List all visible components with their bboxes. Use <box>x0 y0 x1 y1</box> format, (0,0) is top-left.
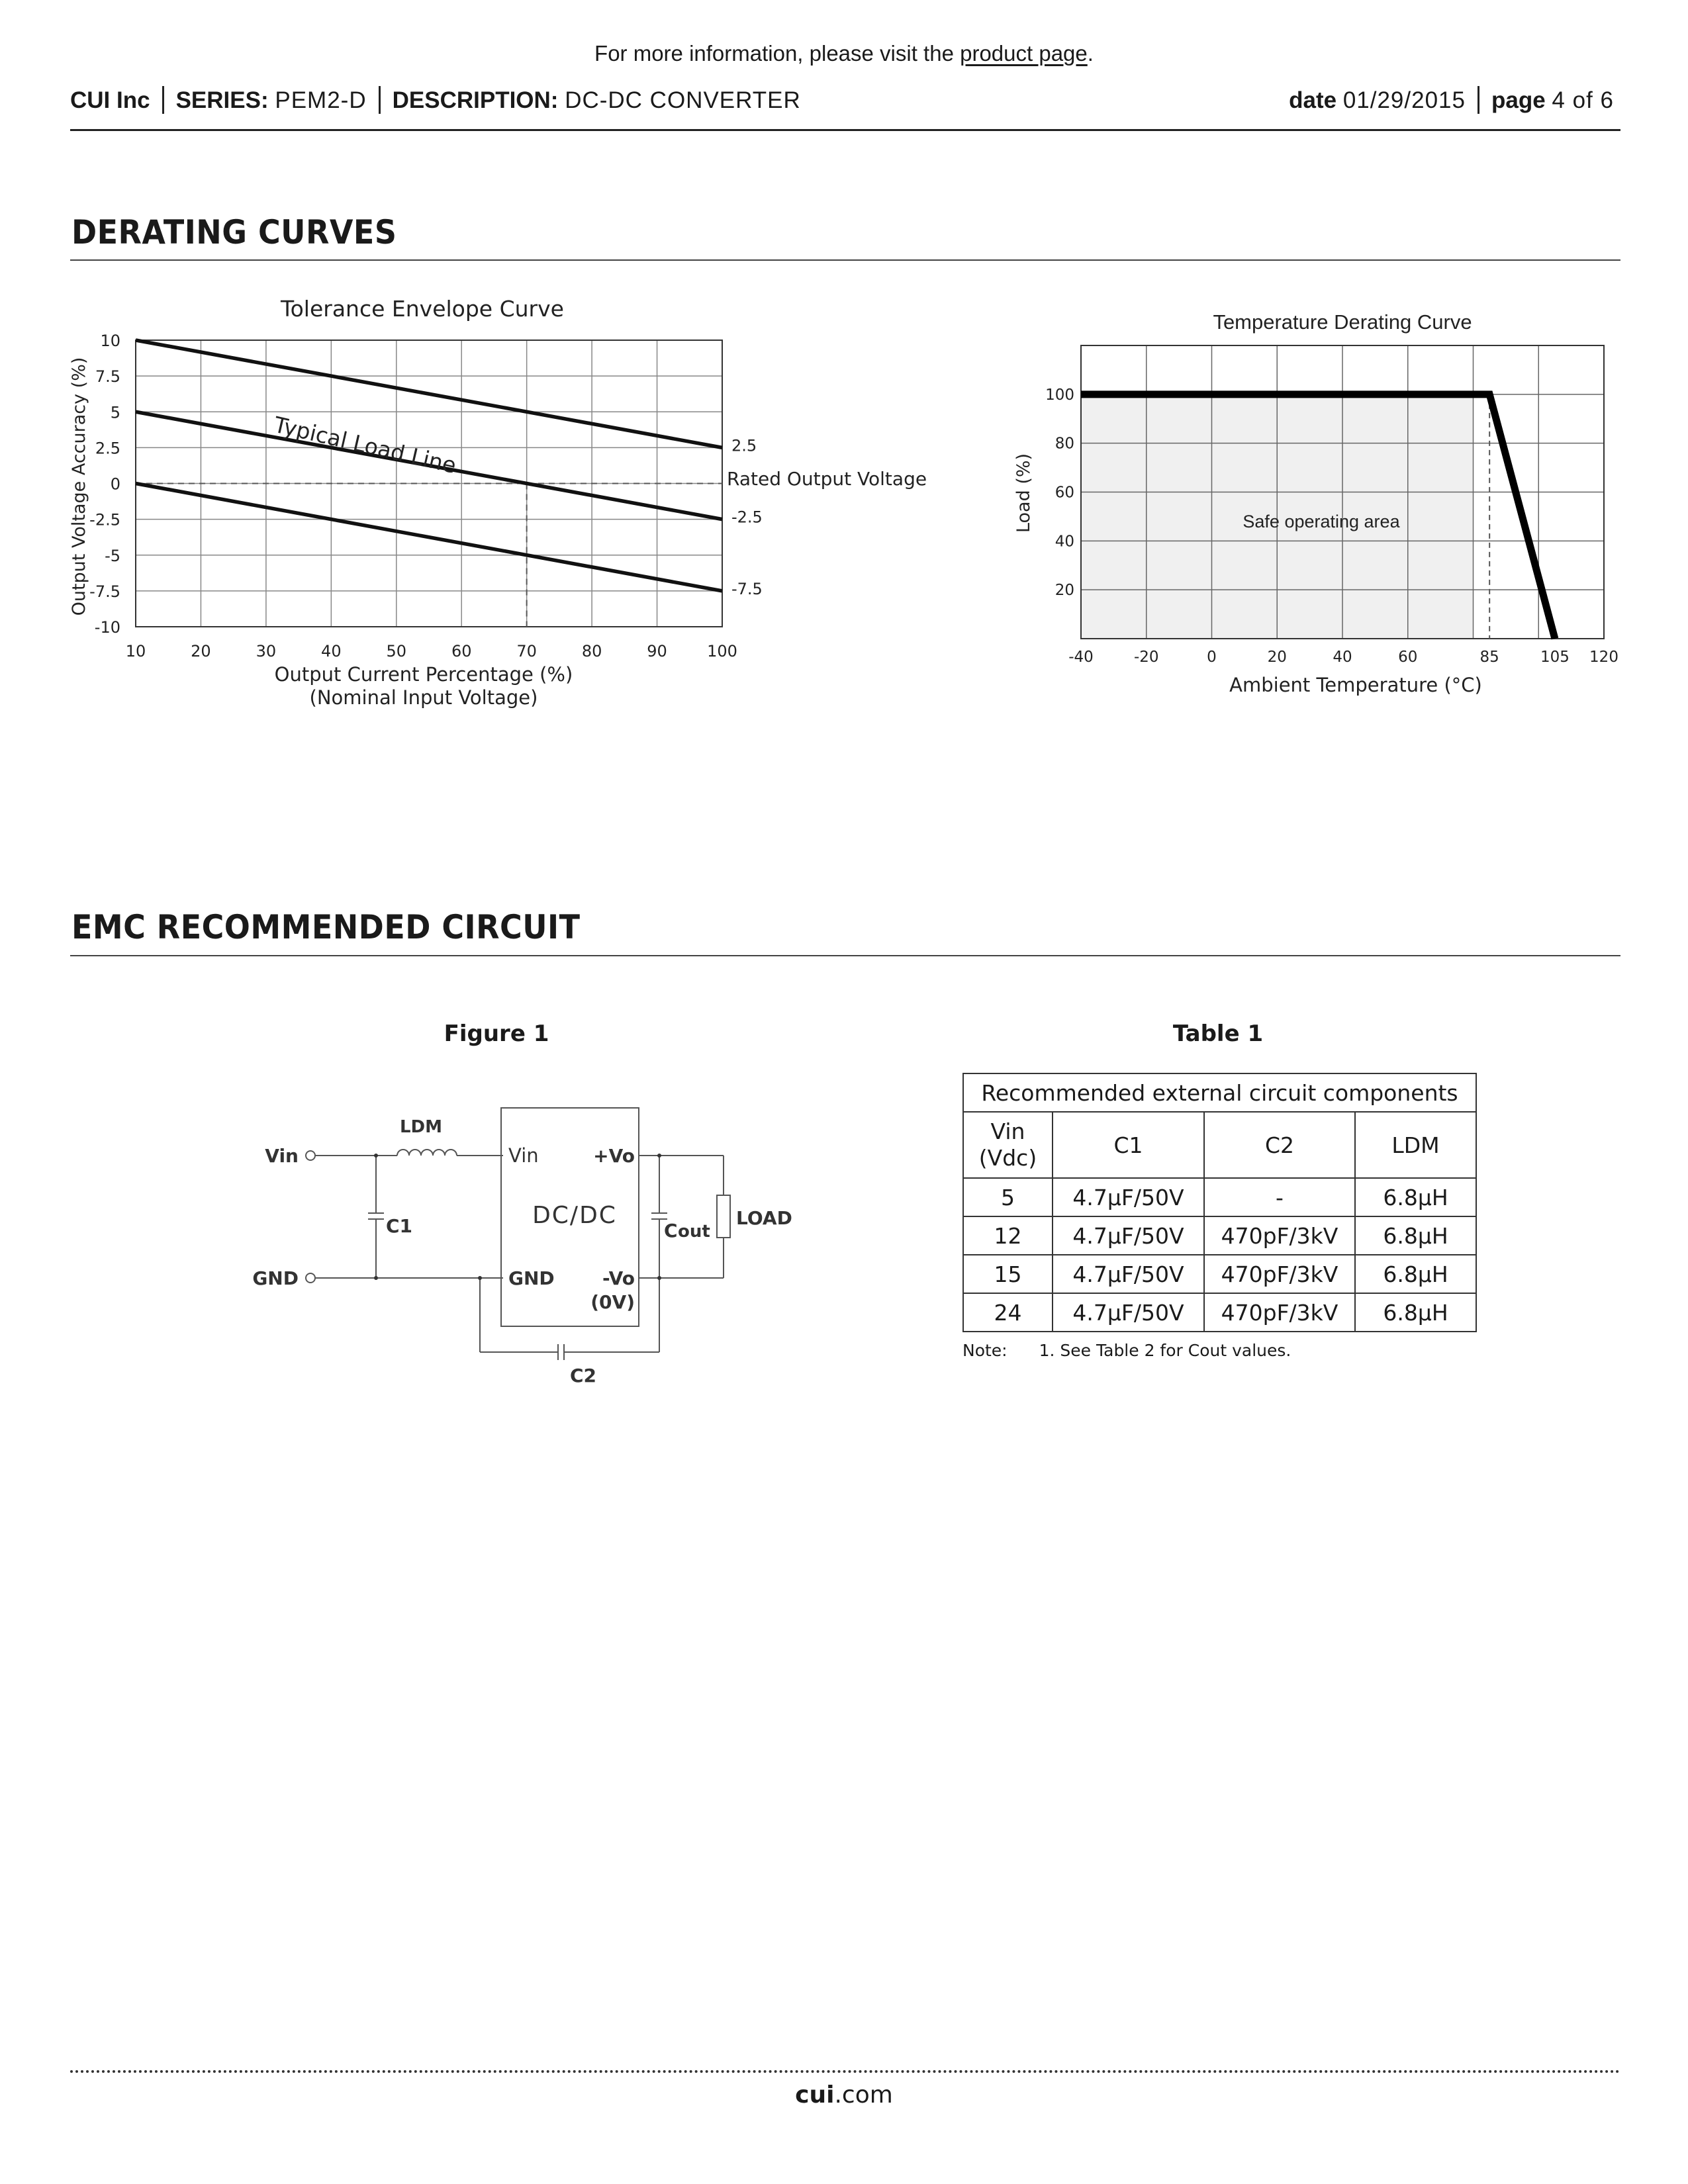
x-tick-label: -20 <box>1133 649 1159 666</box>
x-tick-label: 85 <box>1479 649 1499 666</box>
vin-terminal-icon <box>306 1151 315 1160</box>
x-tick-label: 120 <box>1589 649 1618 666</box>
table-cell: 470pF/3kV <box>1204 1255 1355 1293</box>
x-tick-label: -40 <box>1068 649 1094 666</box>
c2-label: C2 <box>570 1365 597 1387</box>
date-label: date <box>1289 87 1337 113</box>
table-cell: 5 <box>963 1178 1053 1216</box>
x-axis-label: Output Current Percentage (%) <box>274 663 573 686</box>
cout-subscript-label: out <box>678 1222 710 1242</box>
y-tick-label: 100 <box>1045 386 1074 404</box>
module-gnd-label: GND <box>508 1267 555 1289</box>
page-label: page <box>1491 87 1546 113</box>
table-cell: 4.7μF/50V <box>1053 1255 1204 1293</box>
x-tick-label: 100 <box>707 642 737 660</box>
y-tick-label: 2.5 <box>95 439 120 458</box>
y-tick-label: 20 <box>1055 582 1074 600</box>
y-tick-label: 10 <box>100 332 120 350</box>
y-tick-label: 40 <box>1055 533 1074 551</box>
x-tick-label: 60 <box>1398 649 1418 666</box>
safe-area-label: Safe operating area <box>1243 512 1400 531</box>
y-tick-label: 5 <box>110 403 120 422</box>
x-tick-label: 90 <box>647 642 667 660</box>
cout-label: C <box>664 1220 678 1242</box>
company-name: CUI Inc <box>70 87 150 113</box>
x-tick-label: 20 <box>191 642 211 660</box>
description-value: DC-DC CONVERTER <box>565 87 801 113</box>
line-end-label: -2.5 <box>731 508 763 527</box>
footer[interactable] <box>0 2081 1688 2109</box>
table-cell: 470pF/3kV <box>1204 1293 1355 1332</box>
table-cell: 6.8μH <box>1355 1255 1476 1293</box>
vin-input-label: Vin <box>265 1145 299 1167</box>
table-row <box>963 1255 1476 1293</box>
table-row <box>963 1293 1476 1332</box>
components-table <box>962 1073 1477 1332</box>
x-tick-label: 105 <box>1540 649 1570 666</box>
y-axis-label: Load (%) <box>1013 453 1034 533</box>
note-text: 1. See Table 2 for Cout values. <box>1039 1341 1291 1360</box>
x-tick-label: 40 <box>1333 649 1352 666</box>
header-divider <box>379 86 381 114</box>
x-tick-label: 60 <box>451 642 472 660</box>
temperature-derating-chart <box>993 291 1628 715</box>
table-cell: 470pF/3kV <box>1204 1216 1355 1255</box>
load-resistor-icon <box>717 1195 730 1238</box>
footer-domain: .com <box>834 2081 893 2109</box>
x-tick-label: 20 <box>1267 649 1287 666</box>
table-title: Table 1 <box>1172 1021 1264 1047</box>
tolerance-envelope-chart <box>0 278 960 728</box>
x-axis-label: Ambient Temperature (°C) <box>1229 674 1482 696</box>
series-label: SERIES: <box>175 87 269 113</box>
y-tick-label: 60 <box>1055 484 1074 502</box>
table-caption: Recommended external circuit components <box>963 1073 1476 1112</box>
header-divider <box>162 86 164 114</box>
section-title-derating: DERATING CURVES <box>71 213 397 251</box>
table-cell: 12 <box>963 1216 1053 1255</box>
module-vin-label: Vin <box>508 1144 539 1167</box>
y-tick-label: -5 <box>105 546 120 565</box>
y-axis-label: Output Voltage Accuracy (%) <box>69 357 89 616</box>
table-cell: - <box>1204 1178 1355 1216</box>
x-tick-label: 70 <box>516 642 537 660</box>
note-label: Note: <box>962 1341 1008 1360</box>
footer-brand: cui <box>795 2081 835 2109</box>
components-table-wrap <box>962 1073 1477 1332</box>
table-cell: 6.8μH <box>1355 1216 1476 1255</box>
x-tick-label: 40 <box>321 642 342 660</box>
figure-title: Figure 1 <box>444 1021 549 1047</box>
date-value: 01/29/2015 <box>1342 87 1466 113</box>
gnd-input-label: GND <box>252 1267 299 1289</box>
table-header-c1: C1 <box>1053 1112 1204 1178</box>
header-divider <box>1477 86 1479 114</box>
table-cell: 6.8μH <box>1355 1293 1476 1332</box>
info-line <box>0 41 1688 66</box>
table-header-vin <box>963 1112 1053 1178</box>
y-tick-label: 0 <box>110 475 120 494</box>
load-label: LOAD <box>736 1207 792 1229</box>
x-tick-label: 80 <box>581 642 602 660</box>
y-tick-label: -10 <box>94 618 120 637</box>
ldm-inductor-icon <box>397 1150 457 1156</box>
x-axis-label-2: (Nominal Input Voltage) <box>309 686 538 709</box>
minus-vo-label: -Vo <box>602 1267 635 1289</box>
line-end-label: 2.5 <box>731 436 757 455</box>
table-cell: 4.7μF/50V <box>1053 1293 1204 1332</box>
x-tick-label: 0 <box>1207 649 1217 666</box>
section-rule <box>70 955 1620 956</box>
table-header-ldm: LDM <box>1355 1112 1476 1178</box>
table-cell: 4.7μF/50V <box>1053 1178 1204 1216</box>
line-end-label: -7.5 <box>731 579 763 598</box>
page-value: 4 of 6 <box>1552 87 1614 113</box>
table-header-vin-line1: Vin <box>990 1118 1025 1144</box>
chart-title: Temperature Derating Curve <box>1213 310 1472 334</box>
y-tick-label: 7.5 <box>95 367 120 387</box>
x-tick-label: 50 <box>386 642 407 660</box>
info-text: For more information, please visit the <box>594 41 961 66</box>
product-page-link[interactable]: product page <box>960 41 1088 66</box>
table-header-c2: C2 <box>1204 1112 1355 1178</box>
typical-load-line-label: Typical Load Line <box>271 411 459 479</box>
emc-circuit-diagram <box>232 1099 827 1390</box>
x-tick-label: 10 <box>125 642 146 660</box>
section-rule <box>70 259 1620 261</box>
header-rule <box>70 129 1620 131</box>
table-cell: 6.8μH <box>1355 1178 1476 1216</box>
chart-title: Tolerance Envelope Curve <box>281 296 564 322</box>
y-tick-label: 80 <box>1055 435 1074 453</box>
y-tick-label: -2.5 <box>89 510 120 529</box>
footer-rule <box>70 2070 1620 2073</box>
table-cell: 24 <box>963 1293 1053 1332</box>
zero-v-label: (0V) <box>590 1291 635 1313</box>
reference-line-label: Rated Output Voltage <box>727 468 927 490</box>
lower-limit-line <box>136 484 722 591</box>
series-value: PEM2-D <box>275 87 367 113</box>
description-label: DESCRIPTION: <box>392 87 559 113</box>
module-name-label: DC/DC <box>532 1202 617 1229</box>
table-header-vin-line2: (Vdc) <box>978 1145 1037 1171</box>
gnd-terminal-icon <box>306 1273 315 1283</box>
plus-vo-label: +Vo <box>593 1145 635 1167</box>
table-cell: 4.7μF/50V <box>1053 1216 1204 1255</box>
x-tick-label: 30 <box>256 642 277 660</box>
table-note <box>962 1341 1291 1360</box>
section-title-emc: EMC RECOMMENDED CIRCUIT <box>71 908 581 946</box>
info-suffix: . <box>1087 41 1094 66</box>
table-row <box>963 1216 1476 1255</box>
table-cell: 15 <box>963 1255 1053 1293</box>
table-row <box>963 1178 1476 1216</box>
page-header <box>70 87 1620 119</box>
ldm-label: LDM <box>399 1117 443 1137</box>
y-tick-label: -7.5 <box>89 582 120 601</box>
c1-label: C1 <box>386 1215 413 1237</box>
upper-limit-line <box>136 340 722 447</box>
